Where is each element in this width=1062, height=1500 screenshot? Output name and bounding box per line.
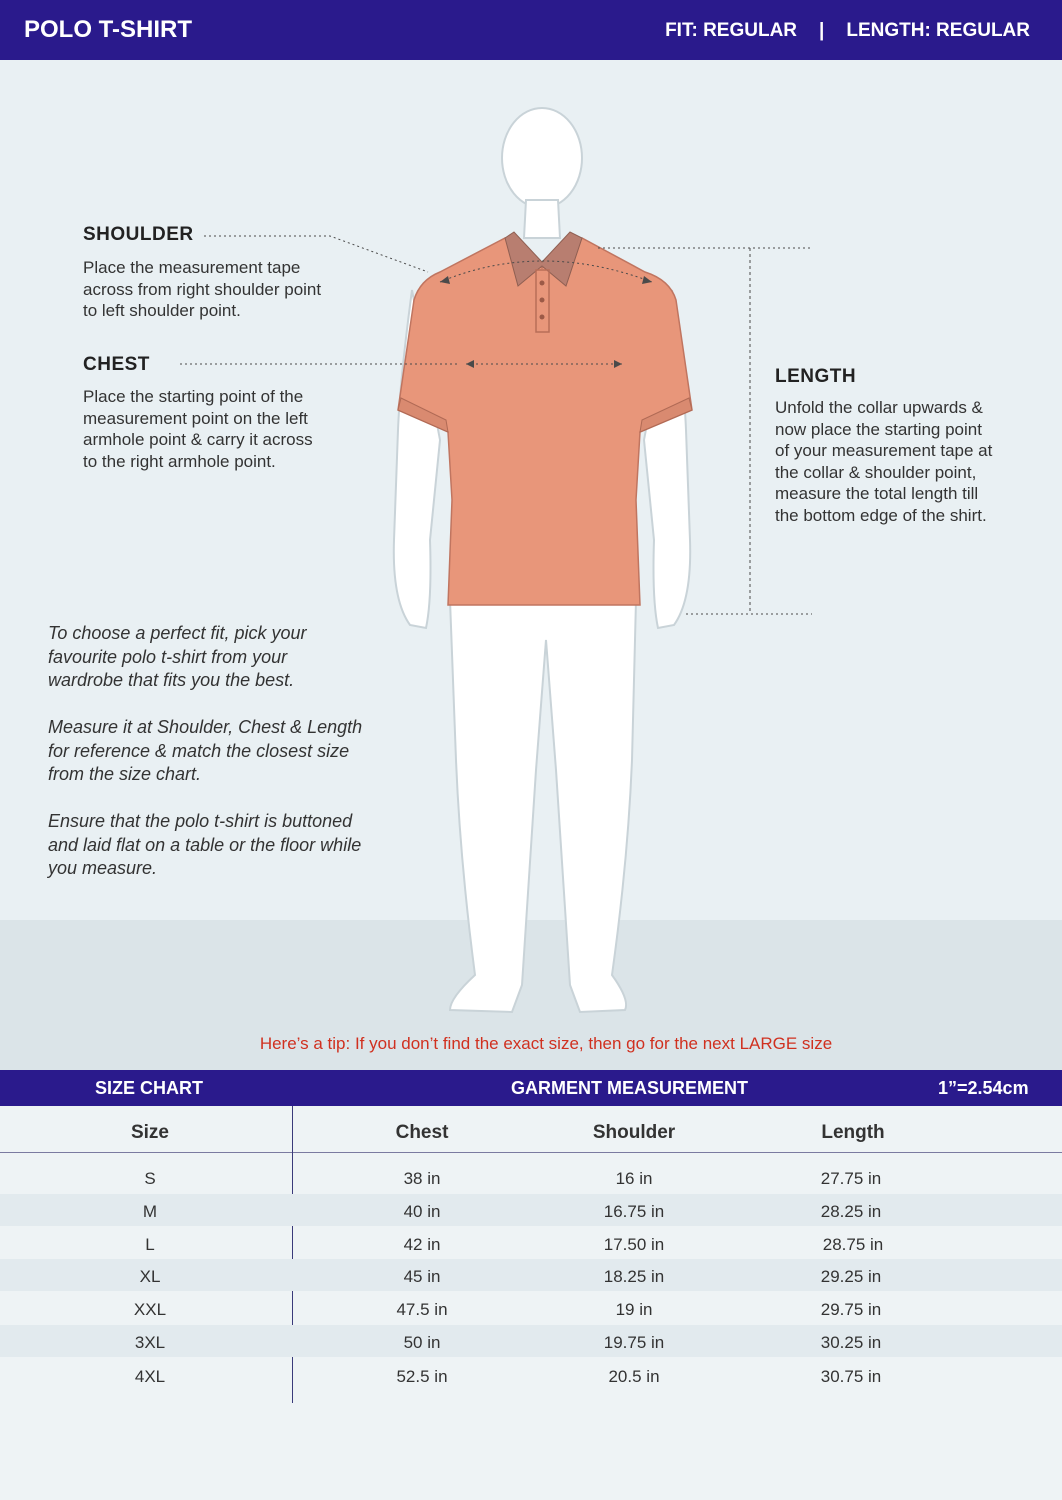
size-cell: M <box>142 1202 158 1221</box>
shoulder-cell: 16 in <box>615 1169 653 1188</box>
length-cell: 30.25 in <box>820 1333 882 1352</box>
size-cell: XXL <box>133 1300 167 1319</box>
column-header: Chest <box>395 1122 449 1143</box>
table-row <box>0 1194 1062 1226</box>
chest-cell: 42 in <box>403 1235 441 1254</box>
size-cell: XL <box>139 1267 161 1286</box>
instruction-line: Ensure that the polo t-shirt is buttoned <box>48 811 353 831</box>
chest-line: measurement point on the left <box>83 408 308 428</box>
instruction-line: wardrobe that fits you the best. <box>48 670 295 690</box>
shoulder-cell: 19 in <box>615 1300 653 1319</box>
column-header: Size <box>130 1122 170 1143</box>
chest-line: armhole point & carry it across <box>83 430 313 449</box>
instruction-line: for reference & match the closest size <box>48 740 350 761</box>
shoulder-title: SHOULDER <box>83 224 194 245</box>
chest-description <box>83 386 313 472</box>
length-cell: 28.75 in <box>822 1235 884 1254</box>
instruction-paragraph <box>48 810 428 881</box>
instruction-paragraph <box>48 622 428 693</box>
instruction-line: To choose a perfect fit, pick your <box>48 623 307 643</box>
instruction-line: Measure it at Shoulder, Chest & Length <box>48 717 363 737</box>
fit-label: FIT: REGULAR <box>665 20 798 41</box>
separator: | <box>819 20 825 41</box>
length-description <box>775 397 992 526</box>
chest-line: Place the starting point of the <box>83 387 304 406</box>
length-cell: 30.75 in <box>820 1367 882 1386</box>
length-title: LENGTH <box>775 366 857 387</box>
chest-cell: 45 in <box>403 1267 441 1286</box>
length-line: now place the starting point <box>775 419 982 439</box>
instruction-paragraph <box>48 716 428 787</box>
shoulder-line: Place the measurement tape <box>83 258 301 277</box>
chest-line: to the right armhole point. <box>83 451 276 471</box>
length-line: measure the total length till <box>775 484 979 503</box>
shoulder-cell: 19.75 in <box>603 1333 665 1352</box>
size-cell: 4XL <box>134 1367 166 1386</box>
size-chart-title: SIZE CHART <box>95 1078 203 1098</box>
chest-cell: 40 in <box>403 1202 441 1221</box>
length-cell: 29.75 in <box>820 1300 882 1319</box>
chest-cell: 38 in <box>403 1169 441 1188</box>
shoulder-description <box>83 257 321 322</box>
column-header: Shoulder <box>592 1122 676 1143</box>
table-row <box>0 1292 1062 1324</box>
shoulder-cell: 17.50 in <box>603 1235 665 1254</box>
shoulder-cell: 18.25 in <box>603 1267 665 1286</box>
length-line: the collar & shoulder point, <box>775 462 977 482</box>
table-row <box>0 1227 1062 1259</box>
size-cell: S <box>144 1169 156 1188</box>
table-row <box>0 1359 1062 1391</box>
instruction-line: from the size chart. <box>48 764 202 784</box>
length-line: of your measurement tape at <box>775 441 993 460</box>
table-row <box>0 1325 1062 1357</box>
size-cell: L <box>145 1235 155 1254</box>
table-row <box>0 1259 1062 1291</box>
column-header: Length <box>821 1122 885 1143</box>
length-cell: 27.75 in <box>820 1169 882 1188</box>
shoulder-cell: 20.5 in <box>608 1367 660 1386</box>
length-label: LENGTH: REGULAR <box>846 20 1030 41</box>
length-line: Unfold the collar upwards & <box>775 398 983 417</box>
chest-title: CHEST <box>83 354 150 375</box>
size-cell: 3XL <box>134 1333 166 1352</box>
instruction-line: favourite polo t-shirt from your <box>48 646 288 667</box>
length-cell: 29.25 in <box>820 1267 882 1286</box>
length-line: the bottom edge of the shirt. <box>775 505 987 525</box>
instruction-line: and laid flat on a table or the floor while <box>48 834 362 855</box>
size-chart-header <box>0 1070 1062 1106</box>
shoulder-line: across from right shoulder point <box>83 279 322 299</box>
length-cell: 28.25 in <box>820 1202 882 1221</box>
size-tip: Here’s a tip: If you don’t find the exact size, then go for the next LARGE size <box>259 1034 833 1053</box>
page-title: POLO T-SHIRT <box>24 16 192 43</box>
table-header <box>0 1106 1062 1153</box>
polo-shirt <box>398 232 692 605</box>
shoulder-cell: 16.75 in <box>603 1202 665 1221</box>
instruction-line: you measure. <box>48 858 158 878</box>
conversion-note: 1”=2.54cm <box>938 1078 1029 1098</box>
garment-measurement-title: GARMENT MEASUREMENT <box>511 1078 748 1098</box>
chest-cell: 52.5 in <box>396 1367 448 1386</box>
shoulder-line: to left shoulder point. <box>83 301 241 320</box>
chest-cell: 47.5 in <box>396 1300 448 1319</box>
table-row <box>0 1161 1062 1193</box>
chest-cell: 50 in <box>403 1333 441 1352</box>
